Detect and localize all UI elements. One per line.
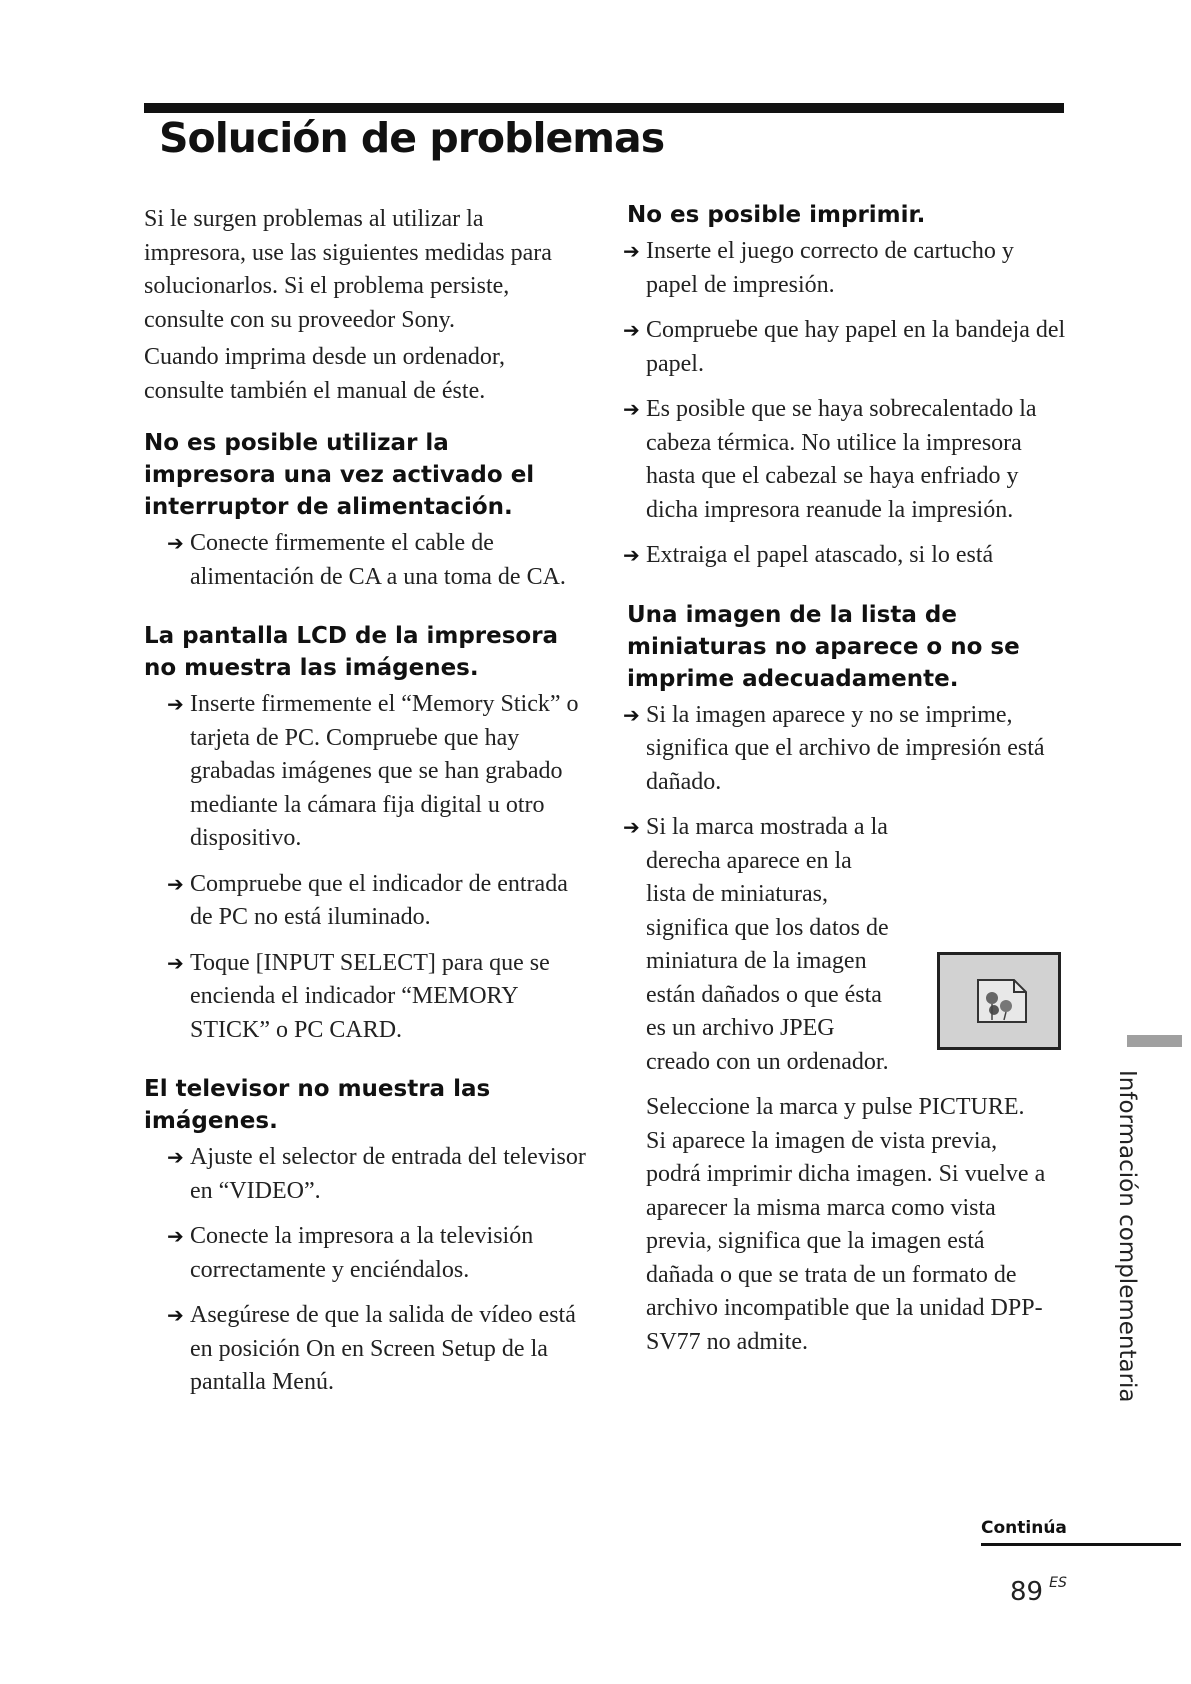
arrow-icon: ➔ [167,1224,184,1248]
title-rule [144,103,1064,113]
section-heading: No es posible utilizar la impresora una vez activado el interruptor de alimentación. [144,430,535,520]
page-title: Solución de problemas [159,114,665,162]
arrow-icon: ➔ [623,397,640,421]
side-tab-label: Información complementaria [1114,1070,1140,1403]
left-column [144,203,589,1400]
list-item: ➔ Compruebe que hay papel en la bandeja del papel. [600,314,1067,381]
page-number: 89 $^{ES}$ [1010,1575,1067,1607]
list-item: ➔ Si la imagen aparece y no se imprime, significa que el archivo de impresión está dañado. [600,699,1067,800]
intro-paragraph: Si le surgen problemas al utilizar la impresora, use las siguientes medidas para solucionarlos. Si el problema persiste, consulte con su proveedor Sony. [144,206,552,333]
right-column [623,199,1067,1359]
list-item: ➔ Inserte firmemente el “Memory Stick” o tarjeta de PC. Compruebe que hay grabadas imágenes que se han grabado mediante la cámara fija digital u otro dispositivo. [144,688,589,856]
list-item: ➔ Si la marca mostrada a la derecha aparece en la lista de miniaturas, significa que los datos de miniatura de la imagen están dañados o que ésta es un archivo JPEG creado con un ordenador. [600,811,1067,1079]
arrow-icon: ➔ [623,702,640,727]
list-item: ➔ Conecte la impresora a la televisión correctamente y enciéndalos. [144,1220,589,1287]
section-heading: No es posible imprimir. [627,202,926,228]
list-item: ➔ Extraiga el papel atascado, si lo está [600,539,1067,573]
note-paragraph: Seleccione la marca y pulse PICTURE. Si aparece la imagen de vista previa, podrá imprimir dicha imagen. Si vuelve a aparecer la misma marca como vista previa, significa que la imagen está dañada o que se trata de un formato de archivo incompatible que la unidad DPP-SV77 no admite. [646,1094,1046,1355]
list-item: ➔ Toque [INPUT SELECT] para que se encienda el indicador “MEMORY STICK” o PC CARD. [144,947,589,1048]
damaged-thumbnail-icon [974,976,1030,1026]
arrow-icon: ➔ [167,1303,184,1327]
arrow-icon: ➔ [167,950,184,975]
intro-paragraph: Cuando imprima desde un ordenador, consulte también el manual de éste. [144,344,505,404]
arrow-icon: ➔ [167,871,184,896]
list-item: ➔ Asegúrese de que la salida de vídeo está en posición On en Screen Setup de la pantalla Menú. [144,1299,589,1400]
list-item: ➔ Conecte firmemente el cable de alimentación de CA a una toma de CA. [144,527,589,594]
arrow-icon: ➔ [623,239,640,263]
page-language: ES [1049,1575,1067,1591]
list-item: ➔ Ajuste el selector de entrada del televisor en “VIDEO”. [144,1141,589,1208]
arrow-icon: ➔ [623,815,640,839]
arrow-icon: ➔ [623,318,640,342]
arrow-icon: ➔ [167,1145,184,1169]
list-item: ➔ Compruebe que el indicador de entrada de PC no está iluminado. [144,868,589,935]
continued-label: Continúa [981,1518,1067,1538]
section-tab-marker [1127,1035,1182,1047]
arrow-icon: ➔ [623,543,640,567]
arrow-icon: ➔ [167,692,184,716]
section-heading: Una imagen de la lista de miniaturas no aparece o no se imprime adecuadamente. [627,601,1020,692]
continued-rule [981,1543,1181,1546]
list-item: ➔ Inserte el juego correcto de cartucho y papel de impresión. [600,235,1067,302]
section-heading: La pantalla LCD de la impresora no muestra las imágenes. [144,623,559,681]
section-heading: El televisor no muestra las imágenes. [144,1076,491,1134]
damaged-thumbnail-mark [937,952,1061,1050]
arrow-icon: ➔ [167,531,184,555]
list-item: ➔ Es posible que se haya sobrecalentado la cabeza térmica. No utilice la impresora hasta que el cabezal se haya enfriado y dicha impresora reanude la impresión. [600,393,1067,527]
